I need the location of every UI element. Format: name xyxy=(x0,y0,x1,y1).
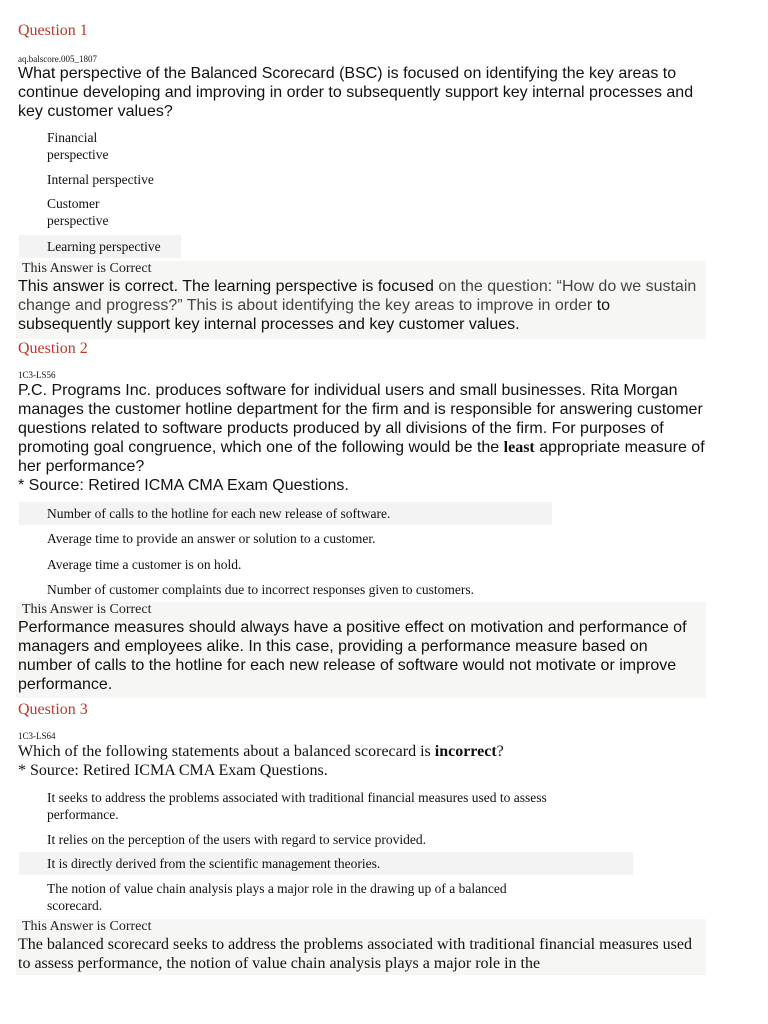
q1-option-4[interactable] xyxy=(19,235,181,258)
q2-explanation: Performance measures should always have a positive effect on motivation and performance of managers and employees alike. In this case, providing a performance measure based on number of calls to the hotline for each new release of software would not motivate or improve performance. xyxy=(18,619,687,693)
q3-answer-status: This Answer is Correct xyxy=(22,919,152,934)
q1-explanation-part1: This answer is correct. The learning perspective is focused xyxy=(18,278,434,295)
q1-option-2-line1: Internal perspective xyxy=(47,172,154,187)
q3-option-2-line1: It relies on the perception of the users with regard to service provided. xyxy=(47,832,426,847)
q1-option-3[interactable] xyxy=(19,192,179,232)
q3-explanation: The balanced scorecard seeks to address the problems associated with traditional financial measures used to assess performance, the notion of value chain analysis plays a major role in the xyxy=(18,936,692,972)
question-2-text xyxy=(18,381,718,476)
question-2-id: 1C3-LS56 xyxy=(18,370,56,380)
question-1-text: What perspective of the Balanced Scorecard (BSC) is focused on identifying the key areas to continue developing and improving in order to subsequently support key internal processes and key customer values? xyxy=(18,65,694,120)
q3-option-1-line2: performance. xyxy=(47,807,119,822)
question-3-source: * Source: Retired ICMA CMA Exam Questions. xyxy=(18,762,328,779)
q3-option-1-line1: It seeks to address the problems associated with traditional financial measures used to assess xyxy=(47,790,547,805)
q1-answer-status: This Answer is Correct xyxy=(22,261,152,276)
q2-text-after: appropriate measure of her performance? xyxy=(18,439,705,475)
q3-text-before: Which of the following statements about a balanced scorecard is xyxy=(18,743,435,760)
q3-text-emphasis: incorrect xyxy=(434,743,497,760)
q1-option-1-line1: Financial xyxy=(47,130,98,145)
q1-option-4-line1: Learning perspective xyxy=(47,239,161,254)
q2-text-emphasis: least xyxy=(503,439,535,456)
question-1-id: aq.balscore.005_1807 xyxy=(18,54,97,64)
q1-explanation xyxy=(18,277,706,334)
q3-option-4-line1: The notion of value chain analysis plays a major role in the drawing up of a balanced xyxy=(47,881,507,896)
q1-option-3-line1: Customer xyxy=(47,196,100,211)
q3-option-2[interactable] xyxy=(19,828,639,851)
q2-option-1[interactable]: Number of calls to the hotline for each new release of software. xyxy=(19,502,552,525)
q3-option-3[interactable] xyxy=(19,852,633,875)
question-3-title: Question 3 xyxy=(18,701,88,718)
q3-option-4[interactable] xyxy=(19,877,639,917)
q1-explanation-part2: on the question: “How do we sustain change and progress?” This is about identifying the key areas to improve in order xyxy=(18,278,697,314)
question-3-text xyxy=(18,742,718,761)
q1-explanation-part3: to subsequently support key internal processes and key customer values. xyxy=(18,297,611,333)
question-2-title: Question 2 xyxy=(18,340,88,357)
question-1-title: Question 1 xyxy=(18,22,88,39)
q1-option-3-line2: perspective xyxy=(47,213,109,228)
q3-option-4-line2: scorecard. xyxy=(47,898,103,913)
q1-option-2[interactable] xyxy=(19,168,179,191)
question-3-id: 1C3-LS64 xyxy=(18,731,56,741)
q3-option-3-line1: It is directly derived from the scientific management theories. xyxy=(47,856,381,871)
q2-text-before: P.C. Programs Inc. produces software for individual users and small businesses. Rita Morgan manages the customer hotline department for the firm and is responsible for answering customer questions related to software products produced by all divisions of the firm. For purposes of promoting goal congruence, which one of the following would be the xyxy=(18,382,703,456)
q2-option-2[interactable]: Average time to provide an answer or solution to a customer. xyxy=(47,531,376,546)
q2-answer-box xyxy=(16,602,706,698)
q2-option-3[interactable]: Average time a customer is on hold. xyxy=(47,557,242,572)
q1-option-1[interactable] xyxy=(19,126,179,166)
question-2-source: * Source: Retired ICMA CMA Exam Questions. xyxy=(18,477,349,494)
q3-text-after: ? xyxy=(496,743,504,760)
q1-option-1-line2: perspective xyxy=(47,147,109,162)
q2-answer-status: This Answer is Correct xyxy=(22,602,152,617)
q2-option-4[interactable]: Number of customer complaints due to incorrect responses given to customers. xyxy=(47,582,475,597)
q3-answer-box xyxy=(16,919,706,975)
q1-answer-box xyxy=(16,261,706,339)
q3-option-1[interactable] xyxy=(19,786,639,826)
